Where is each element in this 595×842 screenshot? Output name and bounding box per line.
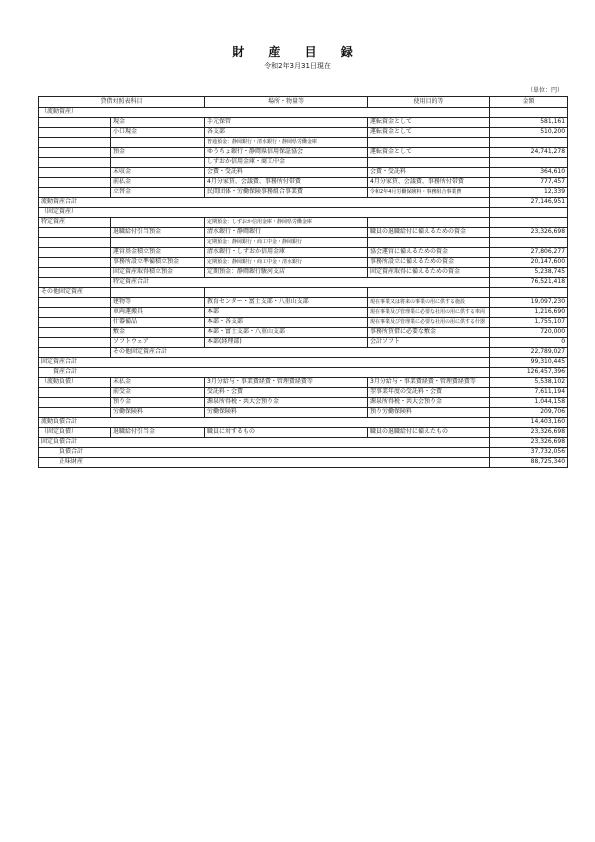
cell-c3: しずおか信用金庫・商工中金 xyxy=(205,158,368,168)
cell-c4: 協会運営に備えるための資金 xyxy=(368,248,490,258)
cell-c3: 本部(経理部) xyxy=(205,338,368,348)
amount-cell: 126,457,396 xyxy=(490,368,568,378)
cell-c3: 教育センター・富士支部・八重山支部 xyxy=(205,298,368,308)
cell-c4: 現在事業及び管理業に必要な社用の用に供する什器 xyxy=(368,318,490,328)
amount-cell: 777,457 xyxy=(490,178,568,188)
cell-c2: 什器備品 xyxy=(111,318,205,328)
cell-c3: 定期預金：静岡銀行・商工中金・静岡銀行 xyxy=(205,238,368,248)
table-row xyxy=(39,228,568,238)
cell-c4 xyxy=(368,158,490,168)
cell-c3: 手元保管 xyxy=(205,118,368,128)
cell-c2: 敷金 xyxy=(111,328,205,338)
cell-c3: 民間団体・労働保険事務組合事業費 xyxy=(205,188,368,198)
column-header-purpose: 使用目的等 xyxy=(368,97,490,108)
cell-c1: （固定負債） xyxy=(39,428,111,438)
cell-c3: 本部・各支部 xyxy=(205,318,368,328)
cell-c3: 会費・受託料 xyxy=(205,168,368,178)
cell-c3: 職員に対するもの xyxy=(205,428,368,438)
cell-c2 xyxy=(111,138,205,148)
cell-c4 xyxy=(368,218,490,228)
cell-c3: 定期預金：しずおか信用金庫・静岡県労働金庫 xyxy=(205,218,368,228)
cell-c2: 前受金 xyxy=(111,388,205,398)
cell-c4: 預り労働保険料 xyxy=(368,408,490,418)
cell-c1 xyxy=(39,388,111,398)
row-label: 固定負債合計 xyxy=(39,438,490,448)
amount-cell xyxy=(490,158,568,168)
table-row xyxy=(39,438,568,448)
cell-c2: その他固定資産合計 xyxy=(111,348,490,358)
cell-c1 xyxy=(39,328,111,338)
amount-cell: 1,044,158 xyxy=(490,398,568,408)
cell-c3 xyxy=(205,288,368,298)
cell-c4: 固定資産取得に備えるための資金 xyxy=(368,268,490,278)
amount-cell xyxy=(490,208,568,218)
table-row xyxy=(39,138,568,148)
cell-c4: 3月分給与・事業費経費・管理費経費等 xyxy=(368,378,490,388)
cell-c3: 受託料・会費 xyxy=(205,388,368,398)
amount-cell: 1,216,690 xyxy=(490,308,568,318)
amount-cell: 0 xyxy=(490,338,568,348)
table-row xyxy=(39,208,568,218)
table-row xyxy=(39,388,568,398)
table-row xyxy=(39,338,568,348)
cell-c4: 翌事業年度の受託料・会費 xyxy=(368,388,490,398)
as-of-date: 令和2年3月31日現在 xyxy=(264,62,331,70)
cell-c1 xyxy=(39,278,111,288)
amount-cell: 5,238,745 xyxy=(490,268,568,278)
table-row xyxy=(39,158,568,168)
cell-c1 xyxy=(39,118,111,128)
amount-cell: 5,538,102 xyxy=(490,378,568,388)
amount-cell: 209,706 xyxy=(490,408,568,418)
cell-c4: 会費・受託料 xyxy=(368,168,490,178)
cell-c2: 退職給付引当預金 xyxy=(111,228,205,238)
column-header-account: 貸借対照表科目 xyxy=(39,97,205,108)
cell-c4: 事務所設立に備えるための資金 xyxy=(368,258,490,268)
cell-c4: 令和2年4月労働保険料・事務組合事業費 xyxy=(368,188,490,198)
amount-cell xyxy=(490,138,568,148)
cell-c2 xyxy=(111,288,205,298)
cell-c1 xyxy=(39,188,111,198)
property-inventory-table xyxy=(38,96,568,468)
cell-c2: 預金 xyxy=(111,148,205,158)
table-row xyxy=(39,368,568,378)
amount-cell: 24,741,278 xyxy=(490,148,568,158)
amount-cell: 88,725,340 xyxy=(490,458,568,468)
table-row xyxy=(39,278,568,288)
table-row xyxy=(39,448,568,458)
cell-c2: 労働保険料 xyxy=(111,408,205,418)
amount-cell xyxy=(490,108,568,118)
amount-cell: 23,326,698 xyxy=(490,228,568,238)
cell-c1 xyxy=(39,408,111,418)
cell-c1 xyxy=(39,128,111,138)
table-row xyxy=(39,378,568,388)
unit-note: （単位：円） xyxy=(526,87,563,94)
table-row xyxy=(39,288,568,298)
amount-cell xyxy=(490,288,568,298)
row-label: 正味財産 xyxy=(39,458,490,468)
amount-cell: 510,200 xyxy=(490,128,568,138)
row-label: （流動資産） xyxy=(39,108,490,118)
table-row xyxy=(39,118,568,128)
cell-c1 xyxy=(39,348,111,358)
table-row xyxy=(39,198,568,208)
table-row xyxy=(39,178,568,188)
cell-c2 xyxy=(111,238,205,248)
cell-c2: 固定資産取得積立預金 xyxy=(111,268,205,278)
cell-c2 xyxy=(111,158,205,168)
cell-c2: 運営基金積立預金 xyxy=(111,248,205,258)
cell-c4: 4月分家賃、会議費、事務所付帯費 xyxy=(368,178,490,188)
table-header-row xyxy=(39,97,568,108)
cell-c1 xyxy=(39,158,111,168)
cell-c3: 定期預金：静岡銀行駿河支店 xyxy=(205,268,368,278)
column-header-location: 場所・物量等 xyxy=(205,97,368,108)
amount-cell: 364,610 xyxy=(490,168,568,178)
cell-c1: 特定資産 xyxy=(39,218,111,228)
cell-c2: 退職給付引当金 xyxy=(111,428,205,438)
amount-cell: 1,755,107 xyxy=(490,318,568,328)
cell-c1 xyxy=(39,138,111,148)
table-row xyxy=(39,148,568,158)
table-row xyxy=(39,238,568,248)
cell-c1 xyxy=(39,298,111,308)
cell-c1: その他固定資産 xyxy=(39,288,111,298)
cell-c4: 運転資金として xyxy=(368,118,490,128)
cell-c2: 小口現金 xyxy=(111,128,205,138)
cell-c1 xyxy=(39,268,111,278)
cell-c3: 本部 xyxy=(205,308,368,318)
cell-c2: ソフトウェア xyxy=(111,338,205,348)
amount-cell: 37,732,056 xyxy=(490,448,568,458)
table-row xyxy=(39,268,568,278)
cell-c1 xyxy=(39,148,111,158)
cell-c2: 未払金 xyxy=(111,378,205,388)
row-label: 固定資産合計 xyxy=(39,358,490,368)
cell-c1 xyxy=(39,338,111,348)
amount-cell: 23,326,698 xyxy=(490,428,568,438)
table-row xyxy=(39,298,568,308)
table-row xyxy=(39,348,568,358)
row-label: 流動負債合計 xyxy=(39,418,490,428)
cell-c4 xyxy=(368,138,490,148)
table-row xyxy=(39,108,568,118)
amount-cell: 581,161 xyxy=(490,118,568,128)
cell-c2: 現金 xyxy=(111,118,205,128)
column-header-amount: 金額 xyxy=(490,97,568,108)
cell-c1 xyxy=(39,228,111,238)
amount-cell: 7,611,194 xyxy=(490,388,568,398)
cell-c3: 本部・富士支部・八重山支部 xyxy=(205,328,368,338)
cell-c1: （流動負債） xyxy=(39,378,111,388)
amount-cell: 720,000 xyxy=(490,328,568,338)
amount-cell: 14,403,160 xyxy=(490,418,568,428)
cell-c1 xyxy=(39,168,111,178)
table-body xyxy=(39,108,568,468)
table-row xyxy=(39,128,568,138)
cell-c2: 特定資産合計 xyxy=(111,278,490,288)
amount-cell: 27,806,277 xyxy=(490,248,568,258)
cell-c4: 会計ソフト xyxy=(368,338,490,348)
cell-c3: 労働保険料 xyxy=(205,408,368,418)
amount-cell: 22,789,027 xyxy=(490,348,568,358)
document-title: 財 産 目 録 xyxy=(232,45,363,59)
cell-c3: 源泉所得税・共大会預り金 xyxy=(205,398,368,408)
table-row xyxy=(39,248,568,258)
cell-c4: 職員の退職給付に備えたもの xyxy=(368,428,490,438)
table-row xyxy=(39,358,568,368)
cell-c2: 車両運搬具 xyxy=(111,308,205,318)
table-row xyxy=(39,308,568,318)
table-row xyxy=(39,218,568,228)
cell-c1 xyxy=(39,258,111,268)
cell-c2 xyxy=(111,218,205,228)
amount-cell: 19,097,230 xyxy=(490,298,568,308)
cell-c4: 運転資金として xyxy=(368,148,490,158)
amount-cell: 23,326,698 xyxy=(490,438,568,448)
table-row xyxy=(39,408,568,418)
table-row xyxy=(39,428,568,438)
cell-c4: 運転資金として xyxy=(368,128,490,138)
cell-c1 xyxy=(39,178,111,188)
row-label: 負債合計 xyxy=(39,448,490,458)
amount-cell: 99,310,445 xyxy=(490,358,568,368)
table-row xyxy=(39,458,568,468)
cell-c3: ゆうちょ銀行・静岡県信用保証協会 xyxy=(205,148,368,158)
table-row xyxy=(39,418,568,428)
cell-c2: 預り金 xyxy=(111,398,205,408)
cell-c1 xyxy=(39,308,111,318)
cell-c4: 現在事業及び管理業に必要な社用の用に供する車両 xyxy=(368,308,490,318)
cell-c3: 3月分給与・事業費経費・管理費経費等 xyxy=(205,378,368,388)
amount-cell: 20,147,600 xyxy=(490,258,568,268)
cell-c3: 4月分家賃、会議費、事務所付帯費 xyxy=(205,178,368,188)
cell-c2: 立替金 xyxy=(111,188,205,198)
cell-c2: 未収金 xyxy=(111,168,205,178)
cell-c1 xyxy=(39,248,111,258)
cell-c2: 事務所設立準備積立預金 xyxy=(111,258,205,268)
cell-c4 xyxy=(368,288,490,298)
cell-c4: 事務所賃借に必要な敷金 xyxy=(368,328,490,338)
table-row xyxy=(39,328,568,338)
amount-cell xyxy=(490,218,568,228)
cell-c4: 源泉所得税・共大会預り金 xyxy=(368,398,490,408)
row-label: 資産合計 xyxy=(39,368,490,378)
amount-cell: 27,146,951 xyxy=(490,198,568,208)
table-row xyxy=(39,398,568,408)
table-row xyxy=(39,318,568,328)
cell-c3: 各支部 xyxy=(205,128,368,138)
amount-cell: 76,521,418 xyxy=(490,278,568,288)
table-row xyxy=(39,188,568,198)
cell-c3: 普通預金：静岡銀行・清水銀行・静岡県労働金庫 xyxy=(205,138,368,148)
row-label: 流動資産合計 xyxy=(39,198,490,208)
cell-c2: 建物等 xyxy=(111,298,205,308)
cell-c3: 清水銀行・しずおか信用金庫 xyxy=(205,248,368,258)
cell-c3: 定期預金：静岡銀行・商工中金・清水銀行 xyxy=(205,258,368,268)
cell-c4: 現在事業又は将来の事業の用に供する施設 xyxy=(368,298,490,308)
table-row xyxy=(39,258,568,268)
cell-c1 xyxy=(39,318,111,328)
cell-c2: 前払金 xyxy=(111,178,205,188)
cell-c3: 清水銀行・静岡銀行 xyxy=(205,228,368,238)
amount-cell: 12,339 xyxy=(490,188,568,198)
table-row xyxy=(39,168,568,178)
cell-c1 xyxy=(39,398,111,408)
cell-c4: 職員の退職給付に備えるための資金 xyxy=(368,228,490,238)
row-label: （固定資産） xyxy=(39,208,490,218)
cell-c4 xyxy=(368,238,490,248)
cell-c1 xyxy=(39,238,111,248)
amount-cell xyxy=(490,238,568,248)
